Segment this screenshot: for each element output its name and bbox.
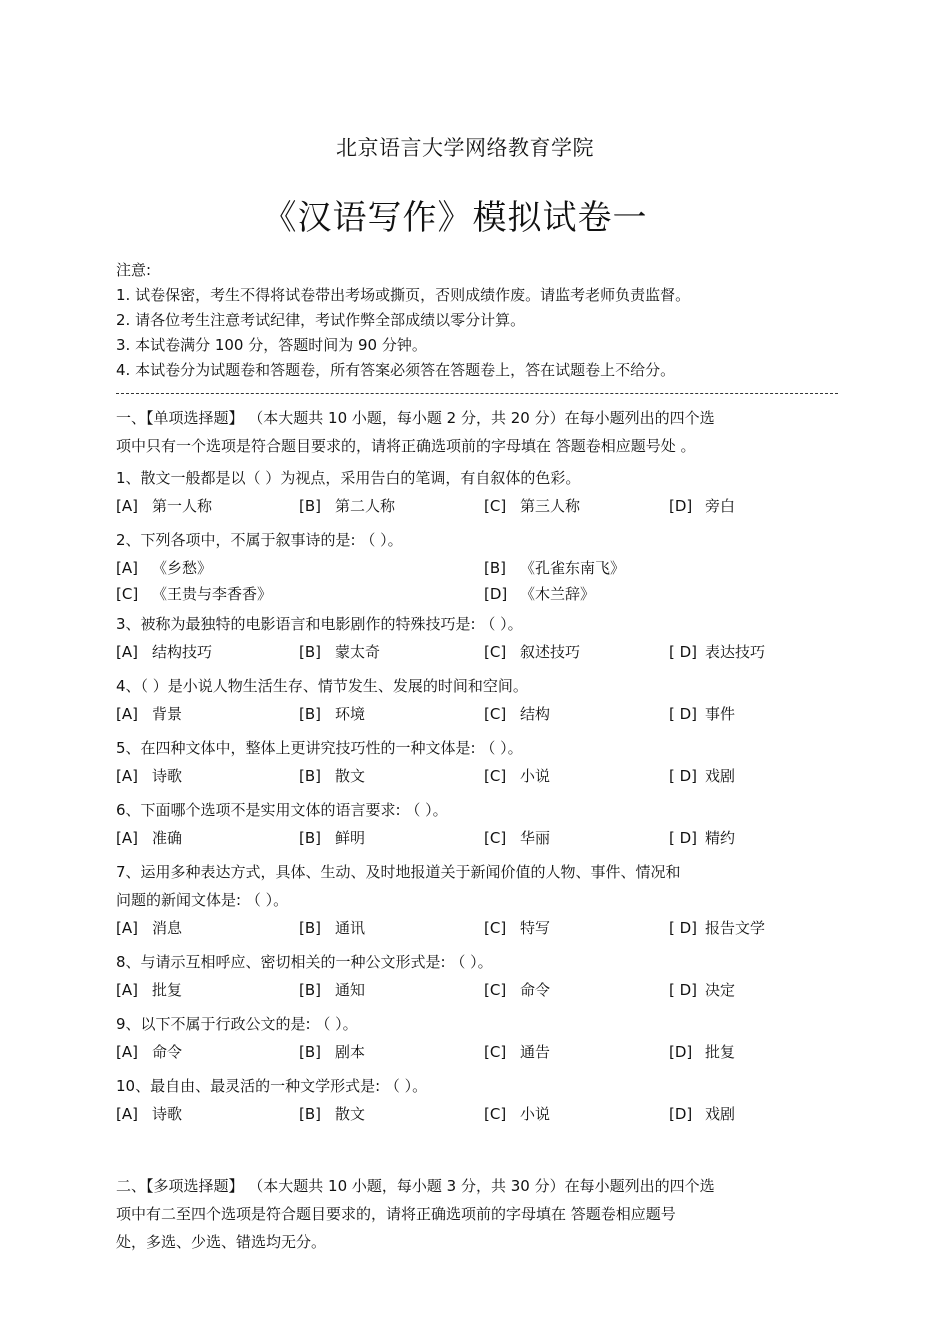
option-b: [B] 蒙太奇 [299,643,381,661]
notice-item: 2. 请各位考生注意考试纪律，考试作弊全部成绩以零分计算。 [116,311,526,329]
section-instructions-continued: 处，多选、少选、错选均无分。 [116,1233,327,1251]
option-a: [A] 准确 [116,829,183,847]
option-b: [B] 通知 [299,981,366,999]
option-a: [A] 诗歌 [116,767,183,785]
option-row [116,824,842,854]
section-instructions: 项中有二至四个选项是符合题目要求的，请将正确选项前的字母填在 答题卷相应题号 [116,1205,676,1223]
option-row [116,554,842,580]
question-stem: 3、被称为最独特的电影语言和电影剧作的特殊技巧是: （ ）。 [116,615,523,633]
option-c: [C] 叙述技巧 [484,643,581,661]
option-c: [C] 特写 [484,919,551,937]
option-b: [B] 环境 [299,705,366,723]
option-c: [C] 结构 [484,705,551,723]
option-b: [B] 通讯 [299,919,366,937]
option-d: [D] 戏剧 [669,1105,736,1123]
option-d: [ D] 报告文学 [669,919,766,937]
notice-label: 注意: [116,261,152,279]
question-stem: 1、散文一般都是以（ ）为视点，采用告白的笔调，有自叙体的色彩。 [116,469,581,487]
notice-block [116,258,842,383]
option-a: [A] 《乡愁》 [116,559,213,577]
option-d: [D] 批复 [669,1043,736,1061]
option-b: [B] 散文 [299,1105,366,1123]
option-a: [A] 消息 [116,919,183,937]
option-d: [ D] 决定 [669,981,736,999]
option-d: [D] 《木兰辞》 [484,585,596,603]
option-b: [B] 《孔雀东南飞》 [484,559,626,577]
option-row [116,492,842,522]
option-b: [B] 第二人称 [299,497,396,515]
option-c: [C] 小说 [484,767,551,785]
option-a: [A] 背景 [116,705,183,723]
exam-body [116,258,842,1256]
section-heading: 一、【单项选择题】 （本大题共 10 小题，每小题 2 分，共 20 分）在每小题列出的四个选 [116,409,715,427]
option-a: [A] 批复 [116,981,183,999]
section-single-choice [116,404,842,1130]
question-stem: 6、下面哪个选项不是实用文体的语言要求: （ ）。 [116,801,448,819]
question-stem: 9、以下不属于行政公文的是: （ ）。 [116,1015,358,1033]
notice-item: 3. 本试卷满分 100 分，答题时间为 90 分钟。 [116,336,427,354]
question-stem: 5、在四种文体中，整体上更讲究技巧性的一种文体是: （ ）。 [116,739,523,757]
option-b: [B] 鲜明 [299,829,366,847]
option-row [116,1100,842,1130]
option-c: [C] 通告 [484,1043,551,1061]
option-a: [A] 结构技巧 [116,643,213,661]
question-stem: 7、运用多种表达方式，具体、生动、及时地报道关于新闻价值的人物、事件、情况和 [116,863,681,881]
option-d: [ D] 表达技巧 [669,643,766,661]
question-stem: 2、下列各项中，不属于叙事诗的是: （ ）。 [116,531,403,549]
option-d: [ D] 精约 [669,829,736,847]
option-d: [ D] 戏剧 [669,767,736,785]
option-row [116,976,842,1006]
dashed-divider [116,393,838,408]
option-d: [ D] 事件 [669,705,736,723]
notice-item: 4. 本试卷分为试题卷和答题卷，所有答案必须答在答题卷上，答在试题卷上不给分。 [116,361,676,379]
option-row [116,914,842,944]
exam-title: 《汉语写作》模拟试卷一 [262,198,648,238]
option-row [116,580,842,606]
option-c: [C] 《王贵与李香香》 [116,585,273,603]
option-c: [C] 华丽 [484,829,551,847]
option-d: [D] 旁白 [669,497,736,515]
section-heading: 二、【多项选择题】 （本大题共 10 小题，每小题 3 分，共 30 分）在每小题列出的四个选 [116,1177,715,1195]
option-c: [C] 第三人称 [484,497,581,515]
notice-item: 1. 试卷保密，考生不得将试卷带出考场或撕页，否则成绩作废。请监考老师负责监督。 [116,286,691,304]
option-row [116,762,842,792]
question-stem: 8、与请示互相呼应、密切相关的一种公文形式是: （ ）。 [116,953,493,971]
section-instructions: 项中只有一个选项是符合题目要求的，请将正确选项前的字母填在 答题卷相应题号处 。 [116,437,696,455]
option-row [116,638,842,668]
option-b: [B] 剧本 [299,1043,366,1061]
option-c: [C] 小说 [484,1105,551,1123]
option-a: [A] 命令 [116,1043,183,1061]
question-stem-continued: 问题的新闻文体是: （ ）。 [116,891,289,909]
section-multiple-choice [116,1172,842,1256]
option-c: [C] 命令 [484,981,551,999]
institution-name: 北京语言大学网络教育学院 [336,136,594,160]
option-a: [A] 诗歌 [116,1105,183,1123]
option-a: [A] 第一人称 [116,497,213,515]
option-row [116,700,842,730]
option-b: [B] 散文 [299,767,366,785]
section-spacer [116,1130,842,1172]
option-row [116,1038,842,1068]
question-stem: 4、（ ）是小说人物生活生存、情节发生、发展的时间和空间。 [116,677,528,695]
question-stem: 10、最自由、最灵活的一种文学形式是: （ ）。 [116,1077,428,1095]
